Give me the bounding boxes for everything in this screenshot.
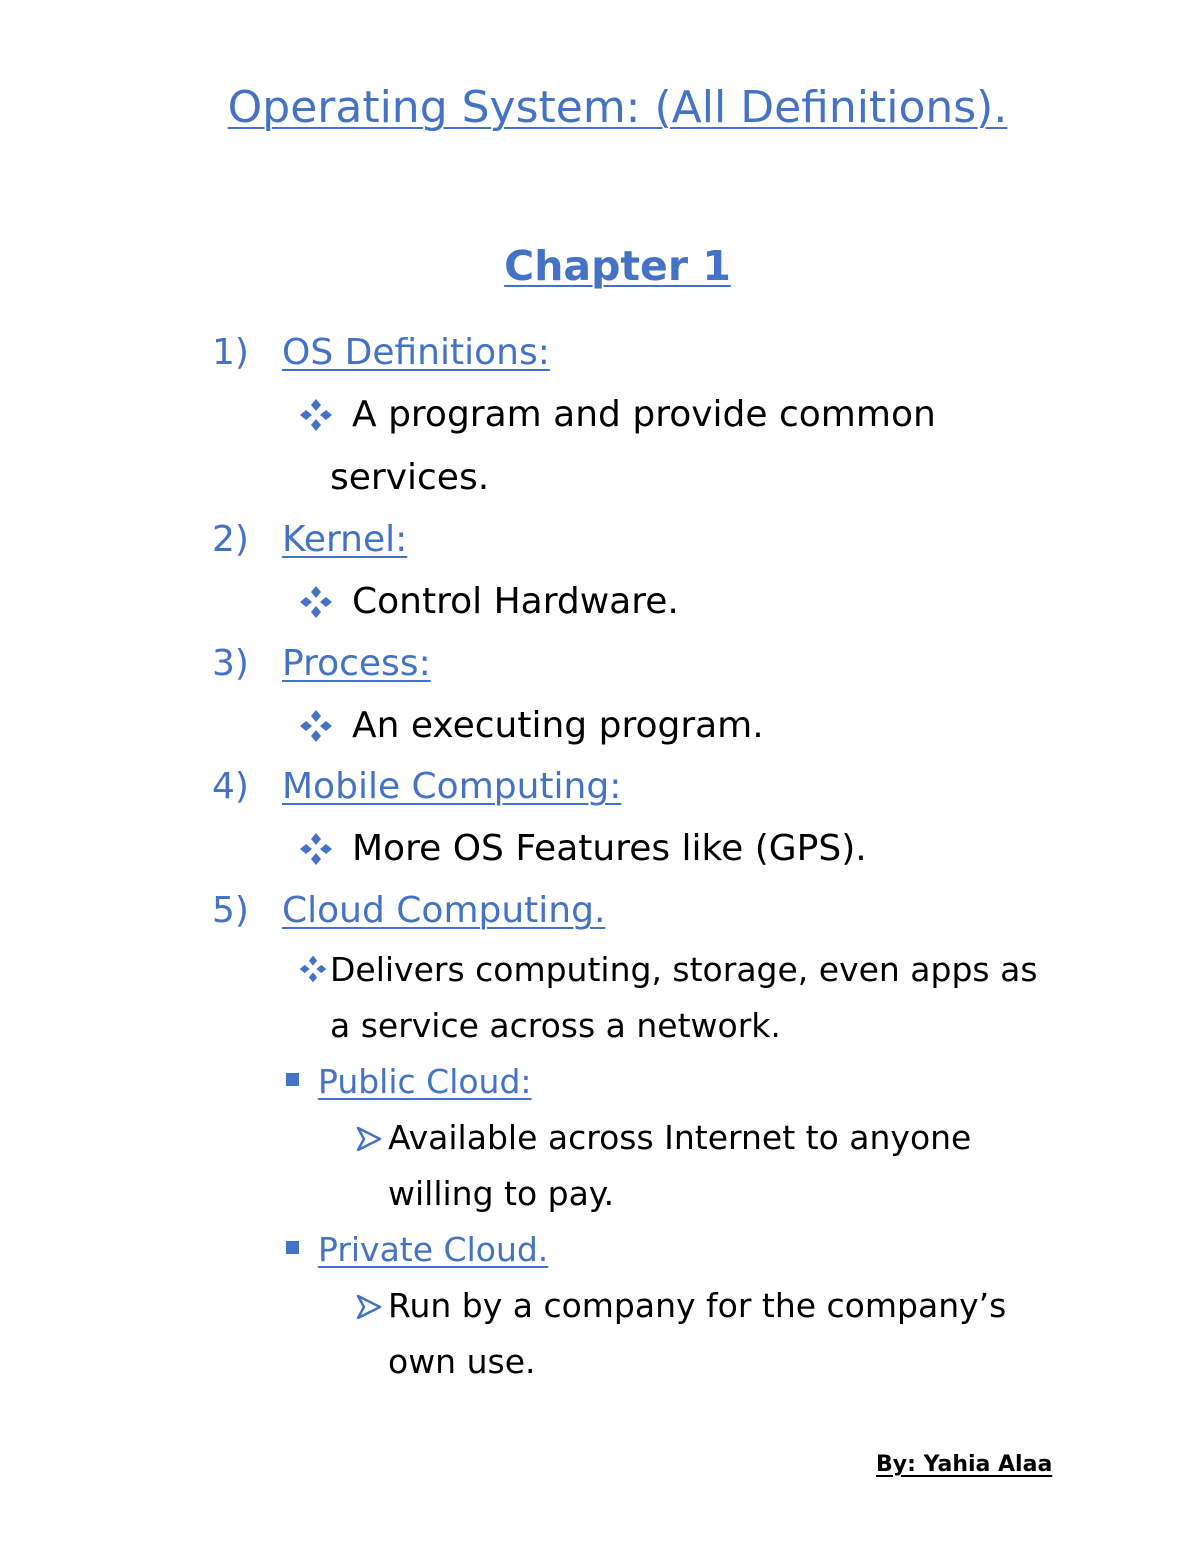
bullet-text: An executing program.	[352, 705, 764, 746]
diamond-bullet-icon	[298, 708, 334, 744]
item-number: 2)	[212, 519, 249, 560]
item-heading-mobile-computing: Mobile Computing:	[282, 766, 622, 807]
page-title: Operating System: (All Definitions).	[227, 82, 1008, 133]
bullet-text: services.	[330, 457, 490, 498]
bullet-text: Control Hardware.	[352, 581, 679, 622]
sub-item-text: Available across Internet to anyone	[388, 1118, 972, 1157]
sub-item-text: willing to pay.	[388, 1174, 615, 1213]
item-number: 1)	[212, 332, 249, 373]
item-heading-cloud-computing: Cloud Computing.	[282, 890, 606, 931]
sub-heading-private-cloud: Private Cloud.	[318, 1230, 549, 1269]
diamond-bullet-icon	[298, 831, 334, 867]
bullet-text: A program and provide common	[352, 394, 936, 435]
author-footer: By: Yahia Alaa	[876, 1452, 1053, 1477]
square-bullet-icon	[286, 1073, 299, 1086]
item-heading-kernel: Kernel:	[282, 519, 408, 560]
diamond-bullet-icon	[298, 397, 334, 433]
item-heading-process: Process:	[282, 643, 431, 684]
arrow-bullet-icon	[354, 1292, 384, 1322]
arrow-bullet-icon	[354, 1124, 384, 1154]
item-heading-os-definitions: OS Definitions:	[282, 332, 550, 373]
diamond-bullet-icon	[298, 954, 328, 984]
bullet-text: Delivers computing, storage, even apps as	[330, 950, 1038, 989]
item-number: 4)	[212, 766, 249, 807]
diamond-bullet-icon	[298, 584, 334, 620]
item-number: 3)	[212, 643, 249, 684]
sub-item-text: Run by a company for the company’s	[388, 1286, 1007, 1325]
square-bullet-icon	[286, 1241, 299, 1254]
bullet-text: More OS Features like (GPS).	[352, 828, 867, 869]
sub-item-text: own use.	[388, 1342, 536, 1381]
sub-heading-public-cloud: Public Cloud:	[318, 1062, 532, 1101]
item-number: 5)	[212, 890, 249, 931]
chapter-heading: Chapter 1	[504, 242, 731, 290]
bullet-text: a service across a network.	[330, 1006, 781, 1045]
